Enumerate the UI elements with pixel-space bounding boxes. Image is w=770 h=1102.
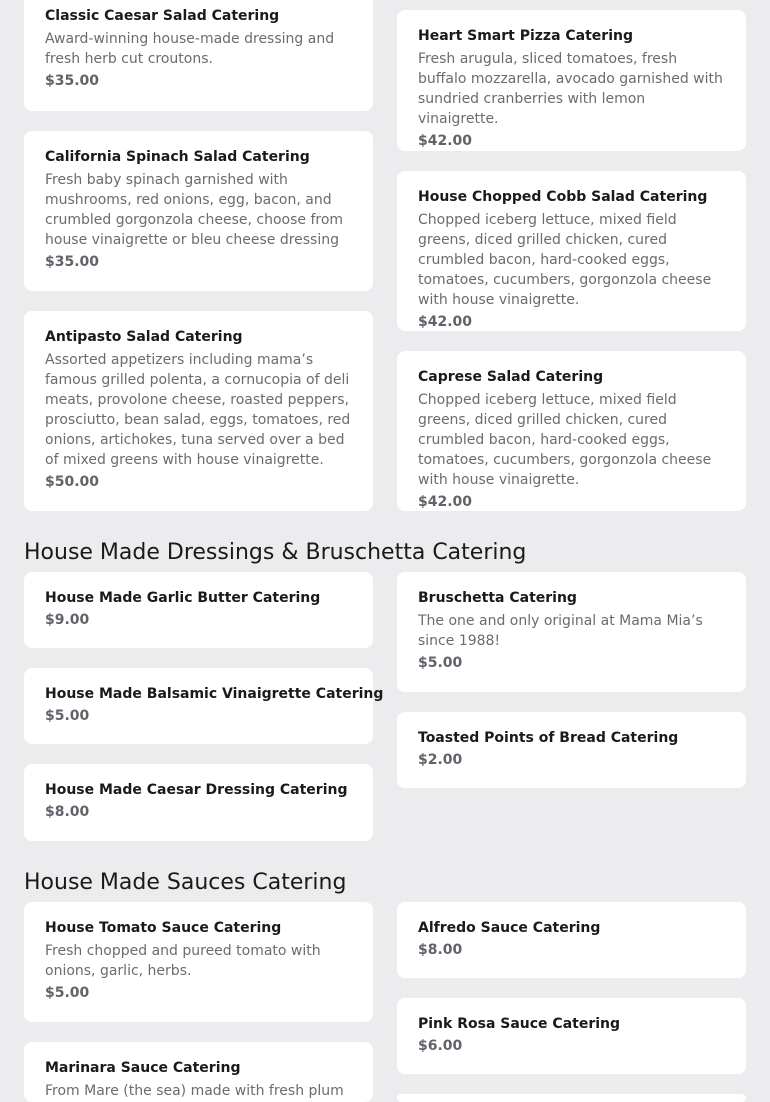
item-price: $2.00 — [418, 752, 463, 768]
item-description: Award-winning house-made dressing and fresh herb cut croutons. — [45, 31, 335, 67]
menu-item-card[interactable] — [397, 351, 746, 511]
menu-item-card[interactable] — [397, 171, 746, 331]
item-name: Marinara Sauce Catering — [45, 1060, 241, 1076]
item-name: Caprese Salad Catering — [418, 369, 604, 385]
menu-item-card[interactable] — [24, 311, 373, 511]
menu-item-card[interactable] — [397, 10, 746, 151]
item-name: House Made Garlic Butter Catering — [45, 590, 321, 606]
item-price: $35.00 — [45, 73, 100, 89]
item-description: Chopped iceberg lettuce, mixed field greens, diced grilled chicken, cured crumbled bacon, hard-cooked eggs, tomatoes, cucumbers, gorgonzola cheese with house vinaigrette. — [418, 212, 712, 308]
menu-item-card[interactable] — [397, 902, 746, 978]
menu-item-card[interactable] — [24, 572, 373, 648]
item-price: $5.00 — [45, 985, 90, 1001]
item-description: The one and only original at Mama Mia’s since 1988! — [418, 613, 703, 649]
menu-item-card[interactable] — [397, 712, 746, 788]
section-title-sauces: House Made Sauces Catering — [24, 870, 347, 895]
item-price: $42.00 — [418, 133, 473, 149]
item-description: Fresh baby spinach garnished with mushrooms, red onions, egg, bacon, and crumbled gorgonzola cheese, choose from house vinaigrette or bleu cheese dressing — [45, 172, 344, 248]
item-name: Antipasto Salad Catering — [45, 329, 243, 345]
item-name: Alfredo Sauce Catering — [418, 920, 601, 936]
item-name: Heart Smart Pizza Catering — [418, 28, 633, 44]
item-description: Fresh arugula, sliced tomatoes, fresh buffalo mozzarella, avocado garnished with sundried cranberries with lemon vinaigrette. — [418, 51, 723, 127]
item-price: $8.00 — [45, 804, 90, 820]
section-title-dressings: House Made Dressings & Bruschetta Catering — [24, 540, 527, 565]
item-price: $8.00 — [418, 942, 463, 958]
menu-item-card[interactable] — [24, 131, 373, 291]
menu-item-card[interactable] — [24, 902, 373, 1022]
menu-item-card[interactable] — [397, 1094, 746, 1102]
item-price: $9.00 — [45, 612, 90, 628]
item-description: Chopped iceberg lettuce, mixed field greens, diced grilled chicken, cured crumbled bacon, hard-cooked eggs, tomatoes, cucumbers, gorgonzola cheese with house vinaigrette. — [418, 392, 712, 488]
item-price: $50.00 — [45, 474, 100, 490]
menu-item-card[interactable] — [24, 0, 373, 111]
item-name: House Tomato Sauce Catering — [45, 920, 282, 936]
item-price: $6.00 — [418, 1038, 463, 1054]
item-description: Assorted appetizers including mama’s famous grilled polenta, a cornucopia of deli meats, provolone cheese, roasted peppers, prosciutto, bean salad, eggs, tomatoes, red onions, artichokes, tuna served over a bed of mixed greens with house vinaigrette. — [45, 352, 351, 468]
item-name: Classic Caesar Salad Catering — [45, 8, 280, 24]
item-price: $5.00 — [418, 655, 463, 671]
item-name: House Made Balsamic Vinaigrette Catering — [45, 686, 384, 702]
menu-item-card[interactable] — [24, 668, 384, 744]
menu-item-card[interactable] — [397, 998, 746, 1074]
item-price: $42.00 — [418, 494, 473, 510]
menu-item-card[interactable] — [24, 1042, 373, 1102]
item-name: California Spinach Salad Catering — [45, 149, 310, 165]
item-name: Pink Rosa Sauce Catering — [418, 1016, 621, 1032]
item-description: From Mare (the sea) made with fresh plum — [45, 1083, 344, 1099]
item-price: $5.00 — [45, 708, 90, 724]
item-price: $35.00 — [45, 254, 100, 270]
item-name: Toasted Points of Bread Catering — [418, 730, 679, 746]
menu-item-card[interactable] — [397, 572, 746, 692]
item-name: House Chopped Cobb Salad Catering — [418, 189, 708, 205]
item-name: Bruschetta Catering — [418, 590, 577, 606]
menu-item-card[interactable] — [24, 764, 373, 841]
item-description: Fresh chopped and pureed tomato with onions, garlic, herbs. — [45, 943, 321, 979]
item-price: $42.00 — [418, 314, 473, 330]
item-name: House Made Caesar Dressing Catering — [45, 782, 348, 798]
